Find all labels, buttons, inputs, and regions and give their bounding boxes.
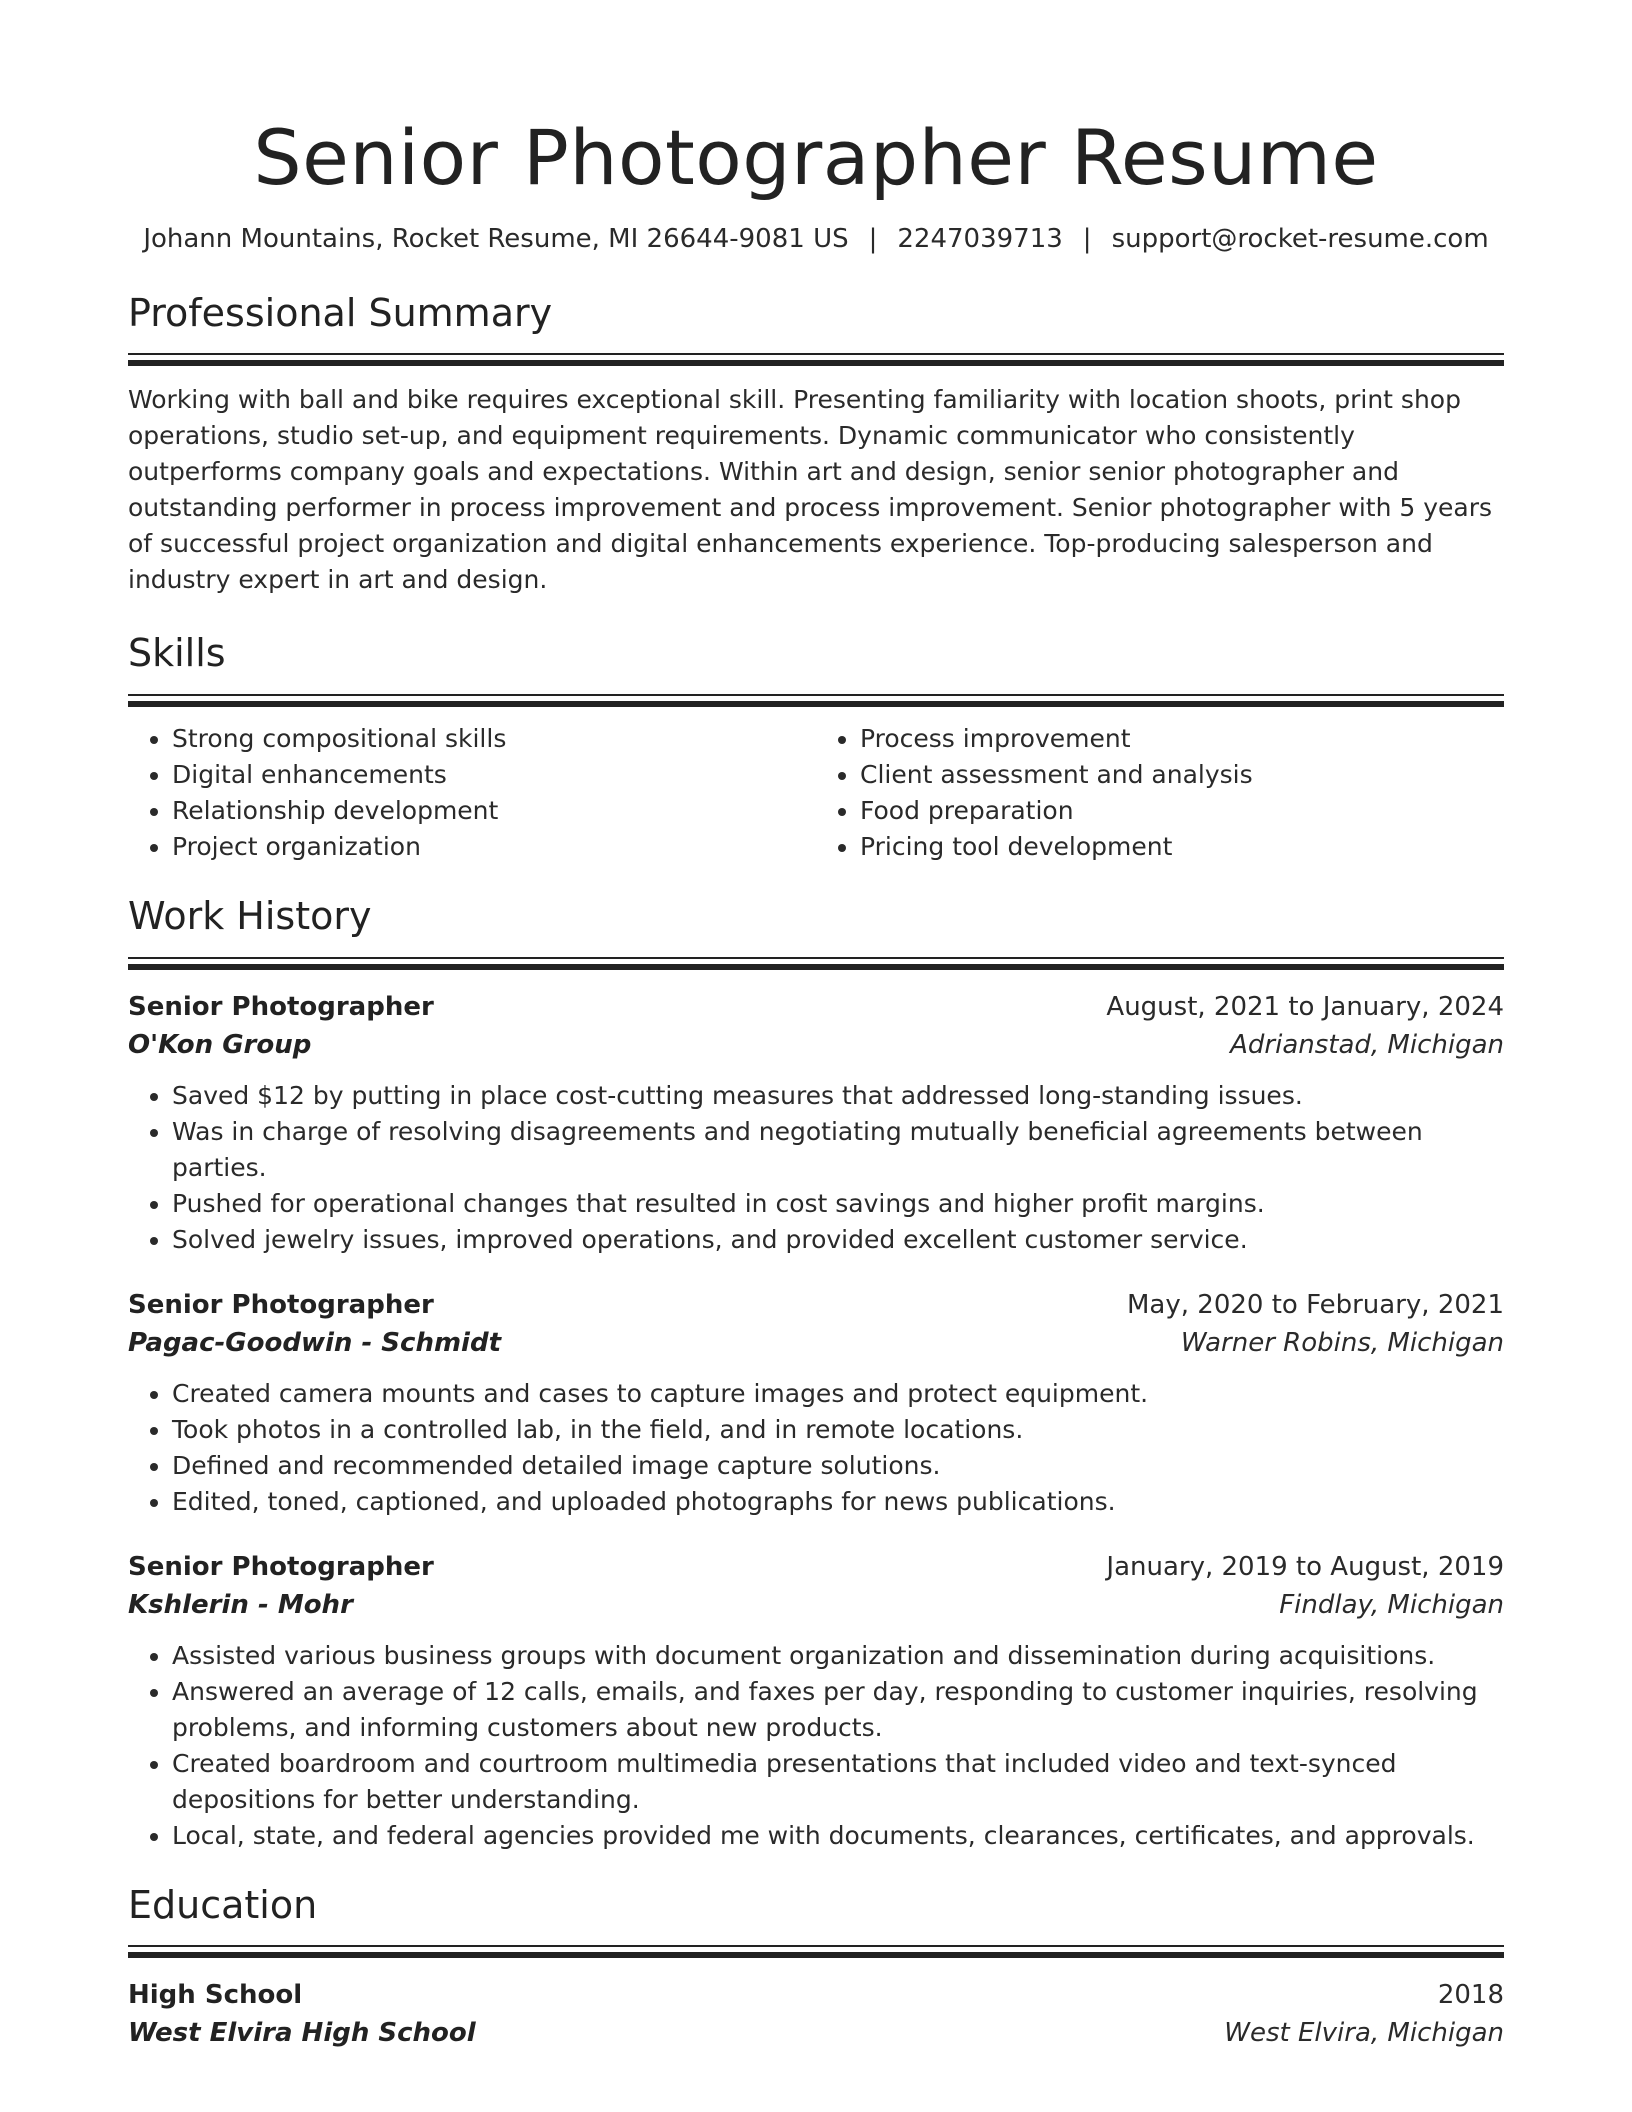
job-header-row [128,1548,1504,1586]
job-title: Senior Photographer [128,1551,434,1582]
job-bullets [128,1376,1504,1520]
job-bullet: • Answered an average of 12 calls, emails, and faxes per day, responding to customer inquiries, resolving problems, and informing customers about new products. [172,1674,1504,1746]
job-bullet: • Edited, toned, captioned, and uploaded photographs for news publications. [172,1484,1504,1520]
section-divider [128,957,1504,970]
job-dates: January, 2019 to August, 2019 [1106,1551,1504,1582]
skills-list-left [128,721,816,865]
education-degree: High School [128,1980,303,2011]
contact-address: Johann Mountains, Rocket Resume, MI 26644-9081 US [143,223,849,254]
job-dates: August, 2021 to January, 2024 [1106,991,1504,1022]
contact-email: support@rocket-resume.com [1111,223,1489,254]
job-bullet: • Created boardroom and courtroom multimedia presentations that included video and text-synced depositions for better understanding. [172,1746,1504,1818]
section-heading-education: Education [128,1882,318,1927]
education-location: West Elvira, Michigan [1224,2018,1504,2049]
section-heading-summary: Professional Summary [128,290,553,335]
job-bullet: • Created camera mounts and cases to capture images and protect equipment. [172,1376,1504,1412]
education-entry [128,1976,1504,2052]
skill-item: • Pricing tool development [860,829,1504,865]
job-bullets [128,1638,1504,1854]
job-company: O'Kon Group [128,1029,312,1060]
education-year: 2018 [1437,1980,1504,2011]
section-heading-skills: Skills [128,631,226,676]
work-history-section [128,895,1504,1854]
job-bullets [128,1078,1504,1258]
job-location: Findlay, Michigan [1279,1589,1504,1620]
job-dates: May, 2020 to February, 2021 [1127,1289,1504,1320]
job-location: Warner Robins, Michigan [1180,1327,1504,1358]
job-bullet: • Solved jewelry issues, improved operations, and provided excellent customer service. [172,1222,1504,1258]
job-company-row [128,1026,1504,1064]
contact-line [128,224,1504,254]
skill-item: • Relationship development [172,793,816,829]
section-heading-work-history: Work History [128,893,372,938]
contact-phone: 2247039713 [897,223,1063,254]
summary-section [128,292,1504,599]
job-bullet: • Pushed for operational changes that resulted in cost savings and higher profit margins. [172,1186,1504,1222]
skill-item: • Project organization [172,829,816,865]
skill-item: • Process improvement [860,721,1504,757]
job-entry [128,1286,1504,1520]
job-bullet: • Took photos in a controlled lab, in the field, and in remote locations. [172,1412,1504,1448]
skill-item: • Strong compositional skills [172,721,816,757]
education-school-row [128,2014,1504,2052]
job-header-row [128,1286,1504,1324]
job-company: Pagac-Goodwin - Schmidt [128,1327,502,1358]
job-company-row [128,1324,1504,1362]
job-title: Senior Photographer [128,991,434,1022]
section-divider [128,694,1504,707]
skills-right-column [816,721,1504,865]
skills-left-column [128,721,816,865]
job-entry [128,1548,1504,1854]
job-entry [128,988,1504,1258]
education-school: West Elvira High School [128,2018,476,2049]
job-bullet: • Assisted various business groups with document organization and dissemination during acquisitions. [172,1638,1504,1674]
education-degree-row [128,1976,1504,2014]
job-bullet: • Local, state, and federal agencies provided me with documents, clearances, certificates, and approvals. [172,1818,1504,1854]
skills-columns [128,721,1504,865]
job-company-row [128,1586,1504,1624]
summary-text: Working with ball and bike requires exceptional skill. Presenting familiarity with location shoots, print shop operations, studio set-up, and equipment requirements. Dynamic communicator who consistently outperforms company goals and expectations. Within art and design, senior senior photographer and outstanding performer in process improvement and process improvement. Senior photographer with 5 years of successful project organization and digital enhancements experience. Top-producing salesperson and industry expert in art and design. [128,385,1493,595]
section-divider [128,353,1504,366]
skills-list-right [816,721,1504,865]
contact-separator: | [868,223,878,254]
education-section [128,1884,1504,2053]
job-header-row [128,988,1504,1026]
contact-separator: | [1082,223,1092,254]
job-title: Senior Photographer [128,1289,434,1320]
skill-item: • Digital enhancements [172,757,816,793]
skills-section [128,632,1504,865]
job-company: Kshlerin - Mohr [128,1589,353,1620]
job-location: Adrianstad, Michigan [1230,1029,1504,1060]
job-bullet: • Was in charge of resolving disagreements and negotiating mutually beneficial agreements between parties. [172,1114,1504,1186]
section-divider [128,1945,1504,1958]
resume-title: Senior Photographer Resume [253,113,1379,202]
skill-item: • Food preparation [860,793,1504,829]
skill-item: • Client assessment and analysis [860,757,1504,793]
job-bullet: • Defined and recommended detailed image capture solutions. [172,1448,1504,1484]
job-bullet: • Saved $12 by putting in place cost-cutting measures that addressed long-standing issues. [172,1078,1504,1114]
